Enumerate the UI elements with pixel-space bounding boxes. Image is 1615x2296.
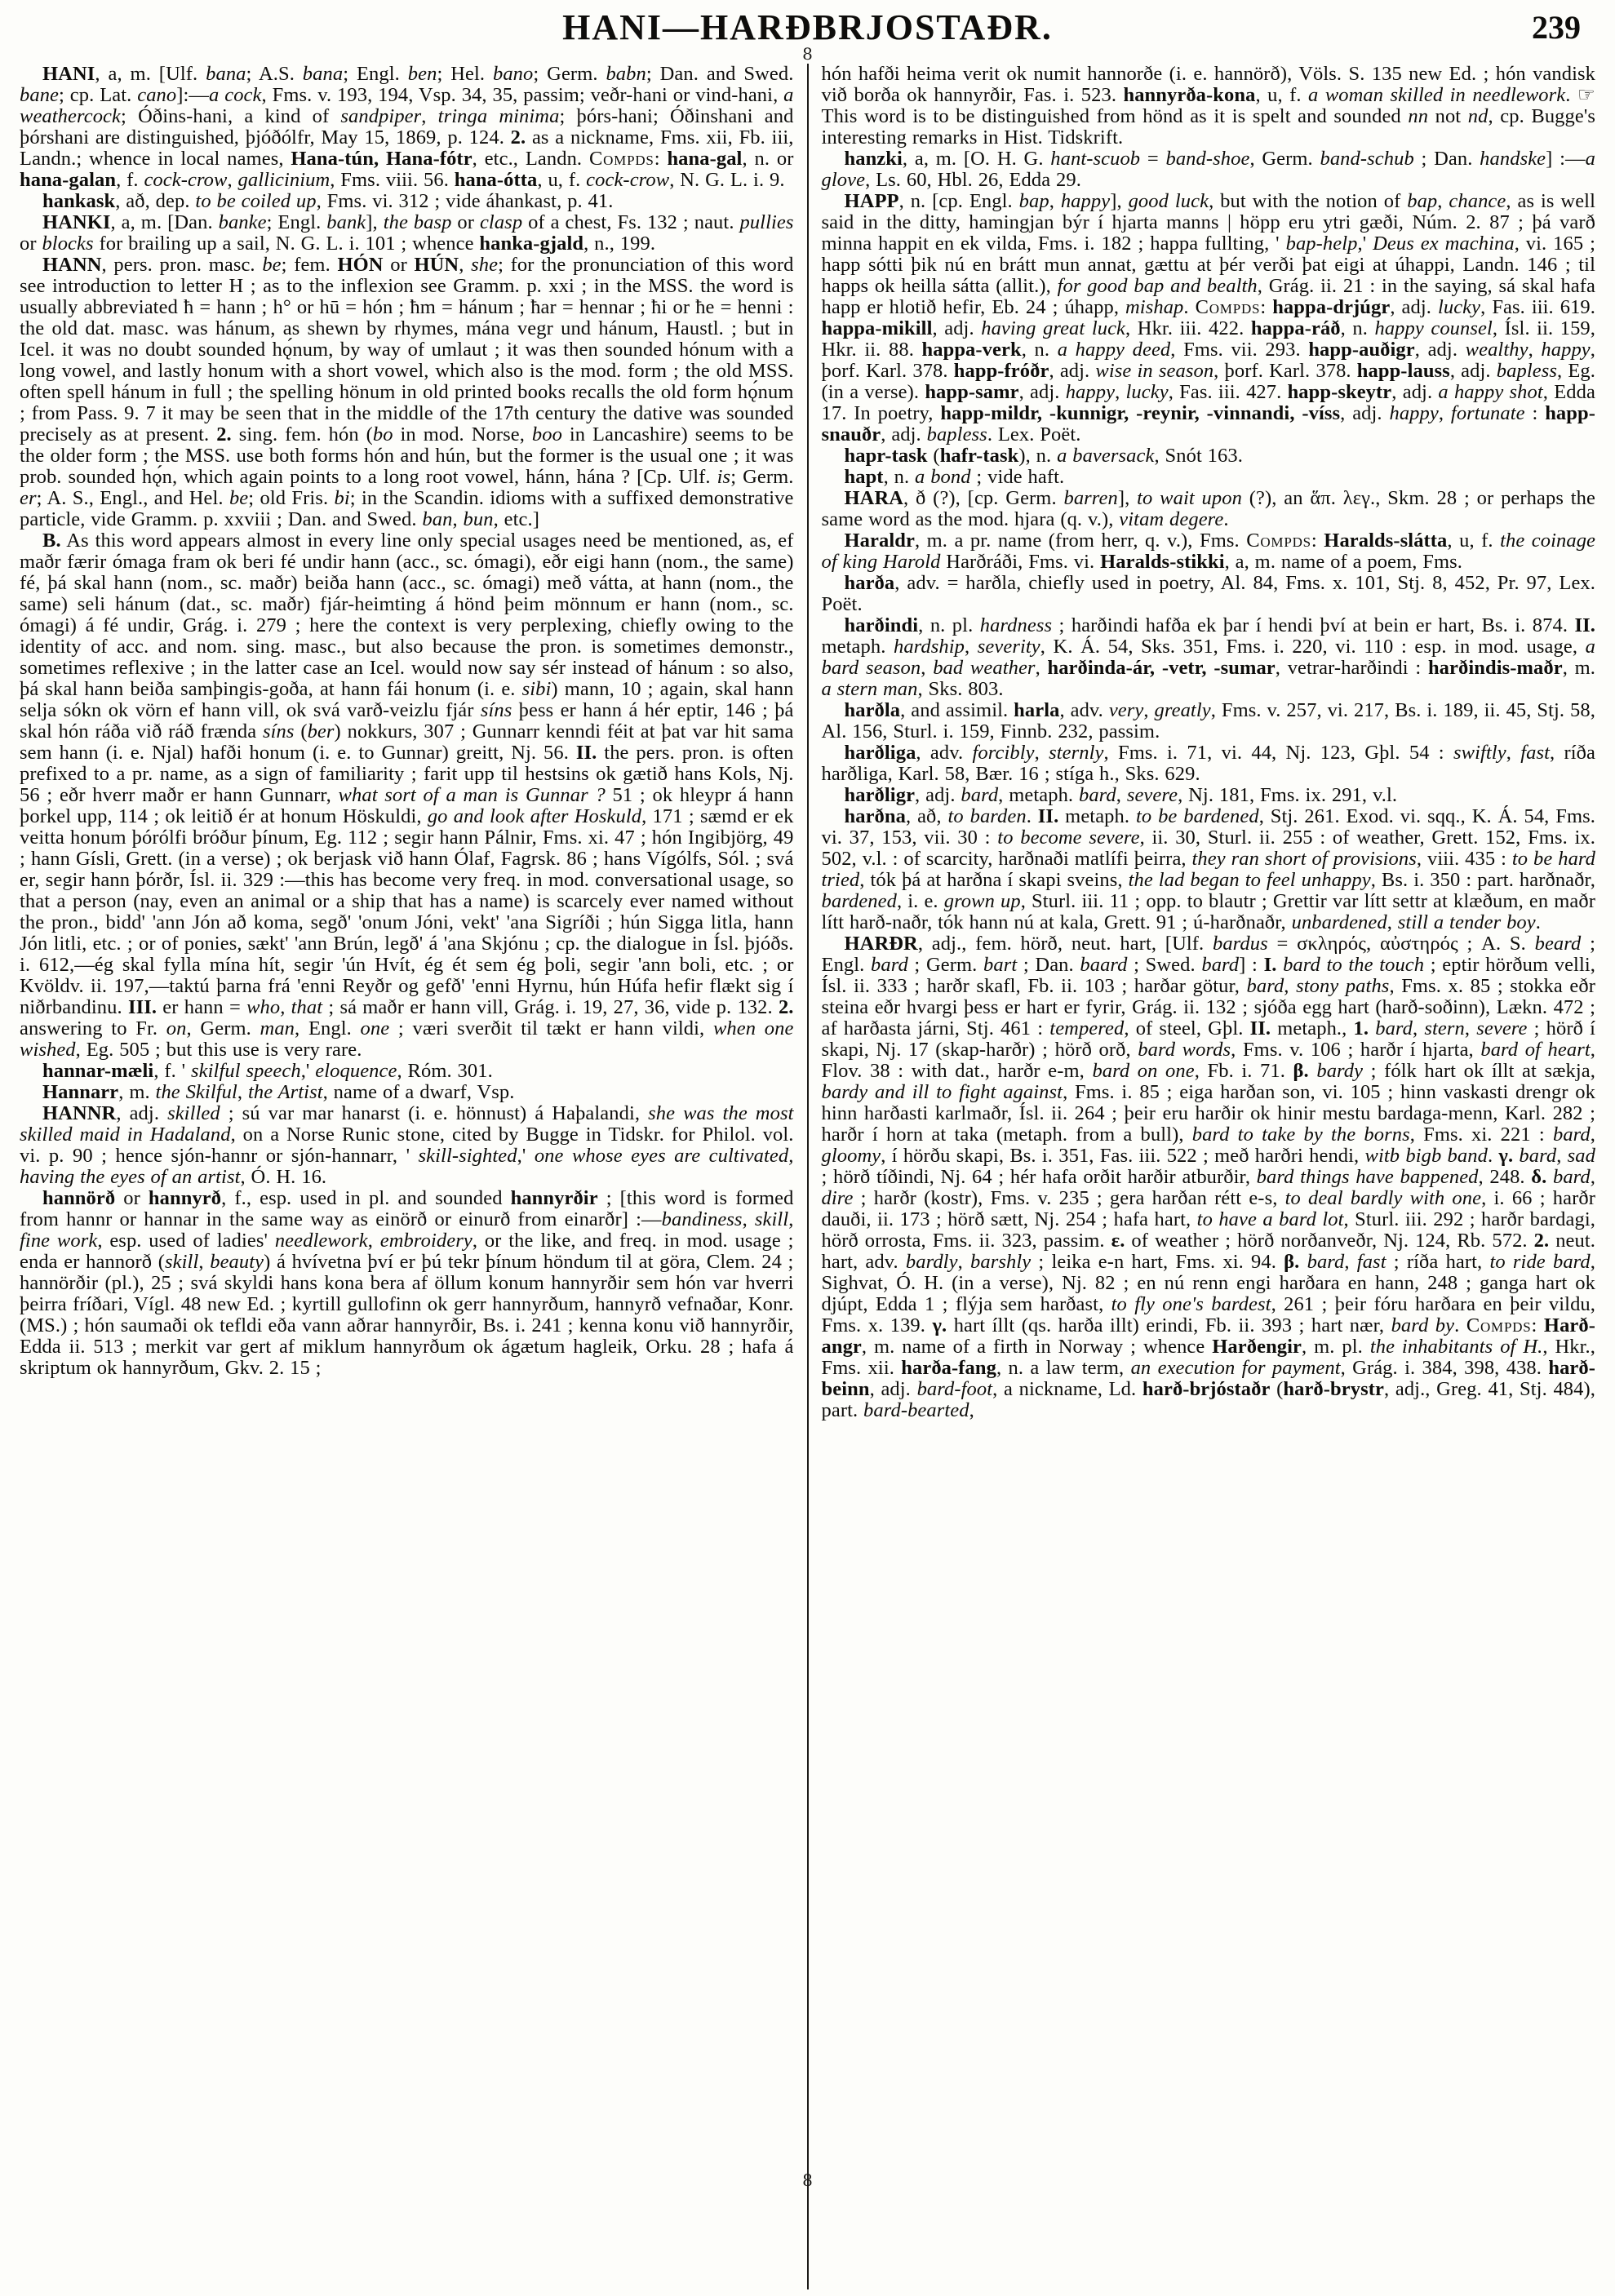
page-number: 239 — [1532, 9, 1581, 46]
column-left — [20, 64, 807, 2289]
text-area — [20, 44, 1595, 2289]
dictionary-paragraph: HANKI, a, m. [Dan. banke; Engl. bank], the basp or clasp of a chest, Fs. 132 ; naut. pullies or blocks for brailing up a sail, N. G. L. i. 101 ; whence hanka-gjald, n., 199. — [20, 211, 794, 255]
dictionary-paragraph: harða, adv. = harðla, chiefly used in poetry, Al. 84, Fms. x. 101, Stj. 8, 452, Pr. 97, Lex. Poët. — [821, 572, 1595, 615]
dictionary-paragraph: harðliga, adv. forcibly, sternly, Fms. i. 71, vi. 44, Nj. 123, Gþl. 54 : swiftly, fast, ríða harðliga, Karl. 58, Bær. 16 ; stíga h., Sks. 629. — [821, 742, 1595, 785]
dictionary-paragraph: HARÐR, adj., fem. hörð, neut. hart, [Ulf. bardus = σκληρός, αὐστηρός ; A. S. beard ; Engl. bard ; Germ. bart ; Dan. baard ; Swed. bard] : I. bard to the touch ; eptir hörðum velli, Ísl. ii. 333 ; harðr skafl, Fb. ii. 103 ; harðar götur, bard, stony paths, Fms. x. 85 ; stokka eðr steina eðr hvargi þess er hart er fyrir, Grág. ii. 132 ; sjóða egg hart (harð-soðinn), Lækn. 472 ; af harðasta járni, Stj. 461 : tempered, of steel, Gþl. II. metaph., 1. bard, stern, severe ; hörð í skapi, Nj. 17 (skap-harðr) ; hörð orð, bard words, Fms. v. 106 ; harðr í hjarta, bard of heart, Flov. 38 : with dat., harðr e-m, bard on one, Fb. i. 71. β. bardy ; fólk hart ok íllt at sækja, bardy and ill to fight against, Fms. i. 85 ; eiga harðan son, vi. 105 ; hinn vaskasti drengr ok hinn harðasti karlmaðr, Ísl. ii. 264 ; þeir eru harðir ok hinir mestu bardaga-menn, Karl. 282 ; harðr í horn at taka (metaph. from a bull), bard to take by the borns, Fms. xi. 221 : bard, gloomy, í hörðu skapi, Bs. i. 351, Fas. iii. 522 ; með harðri hendi, witb bigb band. γ. bard, sad ; hörð tíðindi, Nj. 64 ; hér hafa orðit harðir atburðir, bard things have bappened, 248. δ. bard, dire ; harðr (kostr), Fms. v. 235 ; gera harðan rétt e-s, to deal bardly with one, i. 66 ; harðr dauði, ii. 173 ; hörð sætt, Nj. 254 ; hafa hart, to have a bard lot, Sturl. iii. 292 ; harðr bardagi, hörð orrosta, Fms. ii. 323, passim. ε. of weather ; hörð norðanveðr, Nj. 124, Rb. 572. 2. neut. hart, adv. bardly, barshly ; leika e-n hart, Fms. xi. 94. β. bard, fast ; ríða hart, to ride bard, Sighvat, Ó. H. (in a verse), Nj. 82 ; en nú renn engi harðara en hann, 248 ; ganga hart ok djúpt, Edda 1 ; flýja sem harðast, to fly one's bardest, 261 ; þeir fóru harðara en þeir vildu, Fms. x. 139. γ. hart íllt (qs. harða illt) erindi, Fb. ii. 393 ; hart nær, bard by. Compds: Harð-angr, m. name of a firth in Norway ; whence Harðengir, m. pl. the inhabitants of H., Hkr., Fms. xii. harða-fang, n. a law term, an execution for payment, Grág. i. 384, 398, 438. harð-beinn, adj. bard-foot, a nickname, Ld. harð-brjóstaðr (harð-brystr, adj., Greg. 41, Stj. 484), part. bard-bearted, — [821, 933, 1595, 1421]
dictionary-paragraph: harðla, and assimil. harla, adv. very, greatly, Fms. v. 257, vi. 217, Bs. i. 189, ii. 45, Stj. 58, Al. 156, Sturl. i. 159, Finnb. 232, passim. — [821, 699, 1595, 742]
dictionary-paragraph: hannar-mæli, f. ' skilful speech,' eloquence, Róm. 301. — [42, 1060, 493, 1082]
dictionary-paragraph: B. As this word appears almost in every line only special usages need be mentioned, as, ef maðr færir ómaga fram ok beri fé undir hann (acc., sc. ómagi), eðr eigi hann (nom., the same) fé, þá skal hann (nom., sc. maðr) beiða hann (acc., sc. ómagi) með vátta, at hann (nom., the same) seli hánum (dat., sc. maðr) fjár-heimting á hönd þeim mönnum er hann (nom., sc. ómagi) á fé undir, Grág. i. 279 ; here the context is very perplexing, chiefly owing to the identity of acc. and nom. sing. masc., but also because the pron. is sometimes demonstr., sometimes reflexive ; in the latter case an Icel. would now say sér instead of hánum : so also, þá skal hann beiða samþingis-goða, at hann fái honum (i. e. sibi) mann, 10 ; again, skal hann selja sókn ok vörn ef hann vill, ok svá varð-veizlu fjár síns þess er hann á hér eptir, 146 ; þá skal hón ráða við ráð frænda síns (ber) nokkurs, 307 ; Gunnarr kenndi féit at þat var hit sama sem hann (i. e. Njal) hafði honum (i. e. to Gunnar) greitt, Nj. 56. II. the pers. pron. is often prefixed to a pr. name, as a sign of familiarity ; farit upp til hestsins ok gætið hans Kols, Nj. 56 ; eðr hverr maðr er hann Gunnarr, what sort of a man is Gunnar ? 51 ; ok hleypr á hann þorkel upp, 114 ; ok leitið ér at honum Höskuldi, go and look after Hoskuld, 171 ; sæmd er ek veitta honum þórólfi bróður þínum, Eg. 112 ; segir hann Pálnir, Fms. xi. 47 ; hón Ingibjörg, 49 ; hann Gísli, Grett. (in a verse) ; ok berjask við hann Ólaf, Fagrsk. 86 ; hans Vígólfs, Sól. ; svá er, segir hann þórðr, Ísl. ii. 329 :—this has become very freq. in mod. conversational usage, so that a person (nay, even an animal or a ship that has a name) is scarcely ever named without the pron., bidd' 'ann Jón að koma, segð' 'onum Jóni, vekt' 'ana Sigríði ; hún Sigga litla, hann Jón litli, etc. ; or of ponies, sækt' 'ann Brún, legð' á 'ana Skjónu ; cp. the dialogue in Ísl. þjóðs. i. 612,—ég skal fylla mína hít, segir 'ún Hvít, ég ét sem ég þoli, segir 'ann boli, etc. ; or Kvöldv. ii. 197,—taktú þarna frá 'enni Reyðr og gefð' 'enni Hyrnu, hún Húfa hefir flækt sig í niðrbandinu. III. er hann = who, that ; sá maðr er hann vill, Grág. i. 19, 27, 36, vide p. 132. 2. answering to Fr. on, Germ. man, Engl. one ; væri sverðit til tækt er hann vildi, when one wished, Eg. 505 ; but this use is very rare. — [20, 530, 794, 1061]
dictionary-paragraph: HANNR, adj. skilled ; sú var mar hanarst (i. e. hönnust) á Haþalandi, she was the most skilled maid in Hadaland, on a Norse Runic stone, cited by Bugge in Tidskr. for Philol. vol. vi. p. 90 ; hence sjón-hannr or sjón-hannarr, ' skill-sighted,' one whose eyes are cultivated, having the eyes of an artist, Ó. H. 16. — [20, 1102, 794, 1188]
dictionary-paragraph: HARA, ð (?), [cp. Germ. barren], to wait upon (?), an ἅπ. λεγ., Skm. 28 ; or perhaps the same word as the mod. hjara (q. v.), vitam degere. — [821, 487, 1595, 530]
printer-ornament-top: 8 — [802, 44, 813, 64]
dictionary-paragraph: Hannarr, m. the Skilful, the Artist, name of a dwarf, Vsp. — [42, 1081, 515, 1103]
dictionary-paragraph: HAPP, n. [cp. Engl. bap, happy], good luck, but with the notion of bap, chance, as is well said in the ditty, hamingjan býr í hjarta manns | höpp eru ytri gæði, Núm. 2. 87 ; þá varð minna happit en ek vilda, Fms. i. 182 ; happa fullting, ' bap-help,' Deus ex machina, vi. 165 ; happ sótti þik nú en brátt mun annat, gættu at þér verði þat eigi at úhappi, Landn. 146 ; til happs ok heilla sátta (allit.), for good bap and bealth, Grág. ii. 21 : in the saying, sá skal hafa happ er hlotið hefir, Eb. 24 ; úhapp, mishap. Compds: happa-drjúgr, adj. lucky, Fas. iii. 619. happa-mikill, adj. having great luck, Hkr. iii. 422. happa-ráð, n. happy counsel, Ísl. ii. 159, Hkr. ii. 88. happa-verk, n. a happy deed, Fms. vii. 293. happ-auðigr, adj. wealthy, happy, þorf. Karl. 378. happ-fróðr, adj. wise in season, þorf. Karl. 378. happ-lauss, adj. bapless, Eg. (in a verse). happ-samr, adj. happy, lucky, Fas. iii. 427. happ-skeytr, adj. a happy shot, Edda 17. In poetry, happ-mildr, -kunnigr, -reynir, -vinnandi, -víss, adj. happy, fortunate : happ-snauðr, adj. bapless. Lex. Poët. — [821, 190, 1595, 445]
dictionary-paragraph: hannörð or hannyrð, f., esp. used in pl. and sounded hannyrðir ; [this word is formed from hannr or hannar in the same way as einörð or einurð from einarðr] :—bandiness, skill, fine work, esp. used of ladies' needlework, embroidery, or the like, and freq. in mod. usage ; enda er hannorð (skill, beauty) á hvívetna því er þú tekr þínum höndum til at göra, Clem. 24 ; hannörðir (pl.), 25 ; svá skyldi hans kona bera af öllum konum hannyrðir sem hón var hverri þeirra fríðari, Vígl. 48 new Ed. ; kyrtill gullofinn ok gerr hannyrðum, hannyrð vefnaðar, Konr. (MS.) ; hón saumaði ok tefldi eða vann aðrar hannyrðir, Bs. i. 241 ; kenna konu við hannyrðir, Edda ii. 513 ; merkit var gert af miklum hannyrðum ok ágætum hagleik, Orku. 28 ; hafa á skriptum ok hannyrðum, Gkv. 2. 15 ; — [20, 1187, 794, 1379]
dictionary-paragraph: hankask, að, dep. to be coiled up, Fms. vi. 312 ; vide áhankast, p. 41. — [42, 190, 614, 212]
running-title: HANI—HARÐBRJOSTAÐR. — [562, 7, 1053, 47]
dictionary-paragraph: HANN, pers. pron. masc. be; fem. HÓN or HÚN, she; for the pronunciation of this word see introduction to letter H ; as to the inflexion see Gramm. p. xxi ; in the MSS. the word is usually abbreviated ħ = hann ; h° or hū = hón ; ħm = hánum ; ħar = hennar ; ħi or ħe = henni : the old dat. masc. was hánum, as shewn by rhymes, mána vegr und hánum, Haustl. ; but in Icel. it was no doubt sounded hǫ́num, by way of umlaut ; it was then sounded hónum with a long vowel, and lastly honum with a short vowel, which also is the mod. form ; the old MSS. often spell hánum in full ; the spelling hönum in old printed books recalls the old form hǫ́num ; from Pass. 9. 7 it may be seen that in the middle of the 17th century the dative was sounded precisely as at present. 2. sing. fem. hón (bo in mod. Norse, boo in Lancashire) seems to be the older form ; the MSS. use both forms hón and hún, but the former is the usual one ; it was prob. sounded hǫ́n, which again points to a long root vowel, hánn, hána ? [Cp. Ulf. is; Germ. er; A. S., Engl., and Hel. be; old Fris. bi; in the Scandin. idioms with a suffixed demonstrative particle, vide Gramm. p. xxviii ; Dan. and Swed. ban, bun, etc.] — [20, 254, 794, 530]
dictionary-paragraph: hón hafði heima verit ok numit hannorðe (i. e. hannörð), Völs. S. 135 new Ed. ; hón vandisk við borða ok hannyrðir, Fas. i. 523. hannyrða-kona, u, f. a woman skilled in needlework. ☞ This word is to be distinguished from hönd as it is spelt and sounded nn not nd, cp. Bugge's interesting remarks in Hist. Tidskrift. — [821, 64, 1595, 148]
dictionary-paragraph: Haraldr, m. a pr. name (from herr, q. v.), Fms. Compds: Haralds-slátta, u, f. the coinage of king Harold Harðráði, Fms. vi. Haralds-stikki, a, m. name of a poem, Fms. — [821, 530, 1595, 573]
dictionary-paragraph: harðligr, adj. bard, metaph. bard, severe, Nj. 181, Fms. ix. 291, v.l. — [844, 784, 1398, 806]
two-column-layout — [20, 44, 1595, 2289]
dictionary-paragraph: hapr-task (hafr-task), n. a baversack, Snót 163. — [844, 445, 1243, 467]
printer-ornament-bottom: 8 — [802, 2170, 813, 2190]
dictionary-paragraph: hanzki, a, m. [O. H. G. hant-scuob = band-shoe, Germ. band-schub ; Dan. handske] :—a glove, Ls. 60, Hbl. 26, Edda 29. — [821, 148, 1595, 191]
column-right — [807, 64, 1596, 2289]
dictionary-paragraph: hapt, n. a bond ; vide haft. — [844, 466, 1065, 488]
dictionary-paragraph: HANI, a, m. [Ulf. bana; A.S. bana; Engl. ben; Hel. bano; Germ. babn; Dan. and Swed. bane; cp. Lat. cano]:—a cock, Fms. v. 193, 194, Vsp. 34, 35, passim; veðr-hani or vind-hani, a weathercock; Óðins-hani, a kind of sandpiper, tringa minima; þórs-hani; Óðinshani and þórshani are distinguished, þjóðólfr, May 15, 1869, p. 124. 2. as a nickname, Fms. xii, Fb. iii, Landn.; whence in local names, Hana-tún, Hana-fótr, etc., Landn. Compds: hana-gal, n. or hana-galan, f. cock-crow, gallicinium, Fms. viii. 56. hana-ótta, u, f. cock-crow, N. G. L. i. 9. — [20, 64, 794, 191]
dictionary-paragraph: harðindi, n. pl. hardness ; harðindi hafða ek þar í hendi því at bein er hart, Bs. i. 874. II. metaph. hardship, severity, K. Á. 54, Sks. 351, Fms. i. 220, vi. 110 : esp. in mod. usage, a bard season, bad weather, harðinda-ár, -vetr, -sumar, vetrar-harðindi : harðindis-maðr, m. a stern man, Sks. 803. — [821, 614, 1595, 700]
dictionary-paragraph: harðna, að, to barden. II. metaph. to be bardened, Stj. 261. Exod. vi. sqq., K. Á. 54, Fms. vi. 37, 153, vii. 30 : to become severe, ii. 30, Sturl. ii. 255 : of weather, Grett. 152, Fms. ix. 502, v.l. : of scarcity, harðnaði matlífi þeirra, they ran short of provisions, viii. 435 : to be hard tried, tók þá at harðna í skapi sveins, the lad began to feel unhappy, Bs. i. 350 : part. harðnaðr, bardened, i. e. grown up, Sturl. iii. 11 ; opp. to blautr ; Grettir var lítt settr at klæðum, en maðr lítt harð-naðr, tók hann nú at kala, Grett. 91 ; ú-harðnaðr, unbardened, still a tender boy. — [821, 805, 1595, 933]
